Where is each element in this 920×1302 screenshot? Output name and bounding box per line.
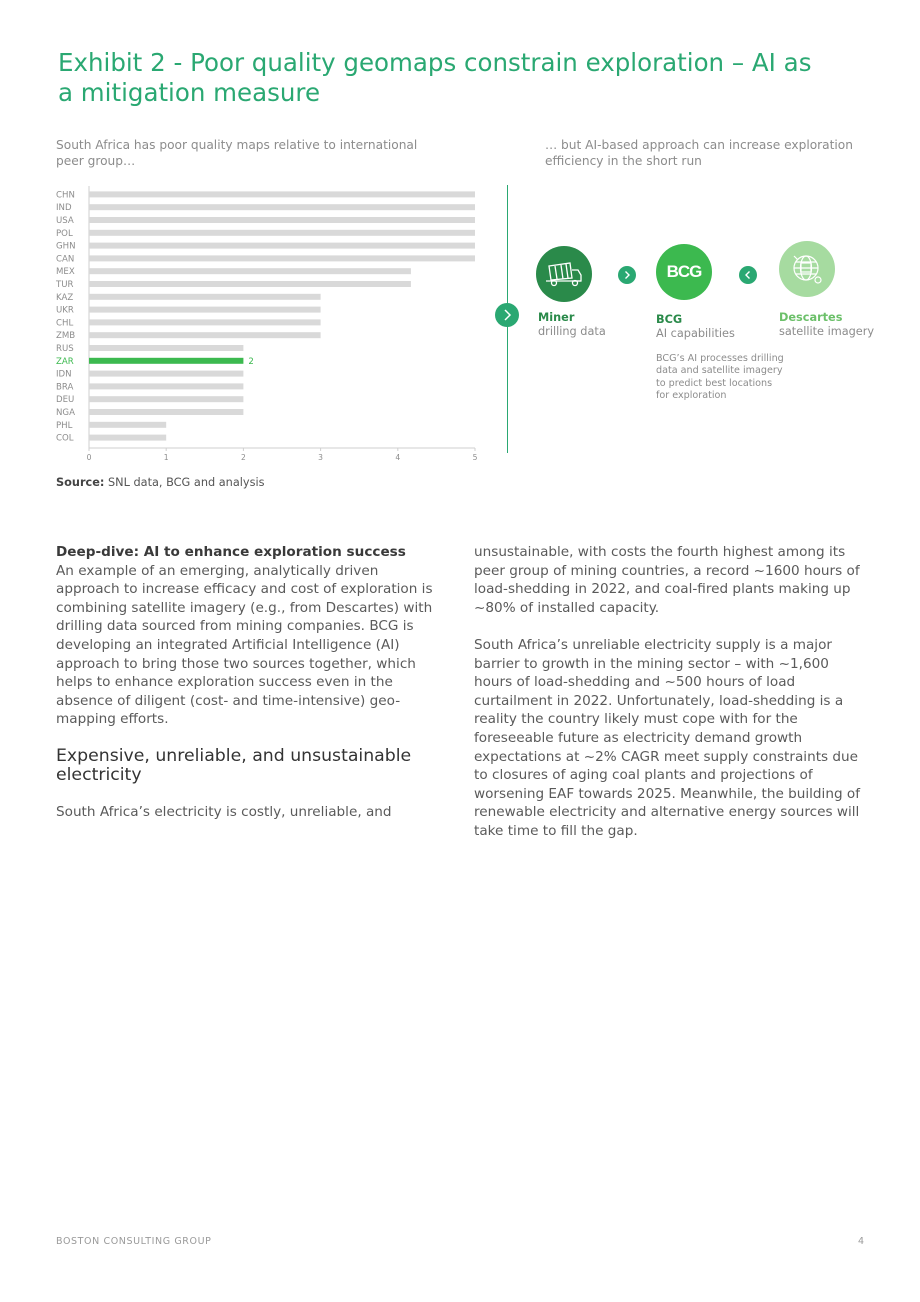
category-label: UKR: [56, 305, 74, 316]
right-paragraph-1: unsustainable, with costs the fourth highest among its peer group of mining countries, a record ~1600 hours of load-shedding in 2022, and coal-fired plants making up ~80% of installed capacity.: [474, 544, 860, 616]
category-label: CHN: [56, 190, 75, 201]
category-label: POL: [56, 228, 73, 239]
page-number: 4: [858, 1236, 865, 1247]
category-label: BRA: [56, 382, 74, 393]
category-label: DEU: [56, 395, 75, 406]
x-tick-label: 2: [240, 453, 246, 462]
category-label: CAN: [56, 254, 75, 265]
category-label: USA: [56, 216, 74, 226]
bar: [89, 345, 243, 351]
bar: [89, 294, 321, 300]
bar: [89, 396, 243, 402]
x-tick-label: 5: [472, 453, 478, 462]
right-paragraph-2: South Africa’s unreliable electricity supply is a major barrier to growth in the mining sector – with ~1,600 hours of load-shedding and ~500 hours of load curtailment in 2022. Unfortunately, load-shedding is a reality the country likely must cope with for the foreseeable future as electricity demand growth expectations at ~2% CAGR meet supply constraints due to closures of aging coal plants and projections of worsening EAF towards 2025. Meanwhile, the building of renewable electricity and alternative energy sources will take time to fill the gap.: [474, 637, 861, 839]
right-panel-subtitle: … but AI-based approach can increase exploration efficiency in the short run: [545, 138, 853, 168]
category-label: ZAR: [56, 356, 74, 367]
category-label: IND: [56, 203, 72, 214]
chevron-right-icon: [495, 303, 519, 327]
data-label: 2: [248, 356, 254, 367]
descartes-label: Descartes: [779, 311, 843, 324]
bcg-desc: AI capabilities: [656, 327, 735, 340]
category-label: CHL: [56, 318, 74, 329]
miner-label: Miner: [538, 311, 575, 324]
deep-dive-block: [56, 543, 440, 729]
category-label: KAZ: [56, 292, 74, 303]
category-label: COL: [56, 433, 74, 444]
category-label: ZMB: [56, 331, 76, 342]
bar: [89, 332, 321, 338]
deep-dive-heading: Deep-dive: AI to enhance exploration success: [56, 544, 406, 560]
source-note: [56, 476, 264, 489]
globe-satellite-icon: [779, 241, 835, 297]
bcg-logo: [656, 244, 712, 300]
bar: [89, 243, 475, 249]
bar: [89, 409, 243, 415]
chevron-right-icon: [618, 266, 636, 284]
bcg-note: BCG’s AI processes drilling data and satellite imagery to predict best locations for exploration: [656, 353, 784, 402]
bar: [89, 217, 475, 223]
exhibit-title: Exhibit 2 - Poor quality geomaps constrain exploration – AI as a mitigation measure: [58, 48, 812, 107]
bar: [89, 319, 321, 325]
category-label: RUS: [56, 344, 74, 354]
left-panel-subtitle: South Africa has poor quality maps relative to international peer group…: [56, 138, 418, 168]
concrete-truck-icon: [536, 246, 592, 302]
bar: [89, 383, 243, 389]
section-heading: Expensive, unreliable, and unsustainable electricity: [56, 746, 412, 785]
chevron-left-icon: [739, 266, 757, 284]
category-label: PHL: [56, 420, 73, 431]
category-label: TUR: [56, 280, 74, 290]
bcg-label: BCG: [656, 313, 683, 326]
bar: [89, 281, 411, 287]
bar: [89, 358, 243, 364]
bar: [89, 255, 475, 261]
x-tick-label: 4: [395, 453, 401, 462]
deep-dive-text: An example of an emerging, analytically driven approach to increase efficacy and cost of exploration is combining satellite imagery (e.g., from Descartes) with drilling data sourced from mining companies. BCG is developing an integrated Artificial Intelligence (AI) approach to bring those two sources together, which helps to enhance exploration success even in the absence of diligent (cost- and time-intensive) geo-mapping efforts.: [56, 562, 433, 728]
x-tick-label: 0: [86, 453, 92, 462]
descartes-desc: satellite imagery: [779, 325, 875, 338]
bar: [89, 307, 321, 313]
footer-company: BOSTON CONSULTING GROUP: [56, 1236, 212, 1247]
bar-chart: [52, 180, 492, 465]
bar: [89, 191, 475, 197]
category-label: NGA: [56, 408, 75, 418]
source-text: SNL data, BCG and analysis: [104, 476, 265, 489]
source-label: Source:: [56, 476, 105, 489]
bar: [89, 204, 475, 210]
bar: [89, 422, 166, 428]
bar: [89, 268, 411, 274]
category-label: MEX: [56, 267, 75, 278]
bar: [89, 435, 166, 441]
x-tick-label: 1: [163, 453, 169, 462]
x-tick-label: 3: [318, 453, 324, 462]
category-label: IDN: [56, 369, 72, 380]
section-lead: South Africa’s electricity is costly, unreliable, and: [56, 804, 392, 820]
miner-desc: drilling data: [538, 325, 606, 338]
bar: [89, 371, 243, 377]
bcg-logo-text: BCG: [666, 262, 702, 281]
category-label: GHN: [56, 241, 76, 252]
bar: [89, 230, 475, 236]
